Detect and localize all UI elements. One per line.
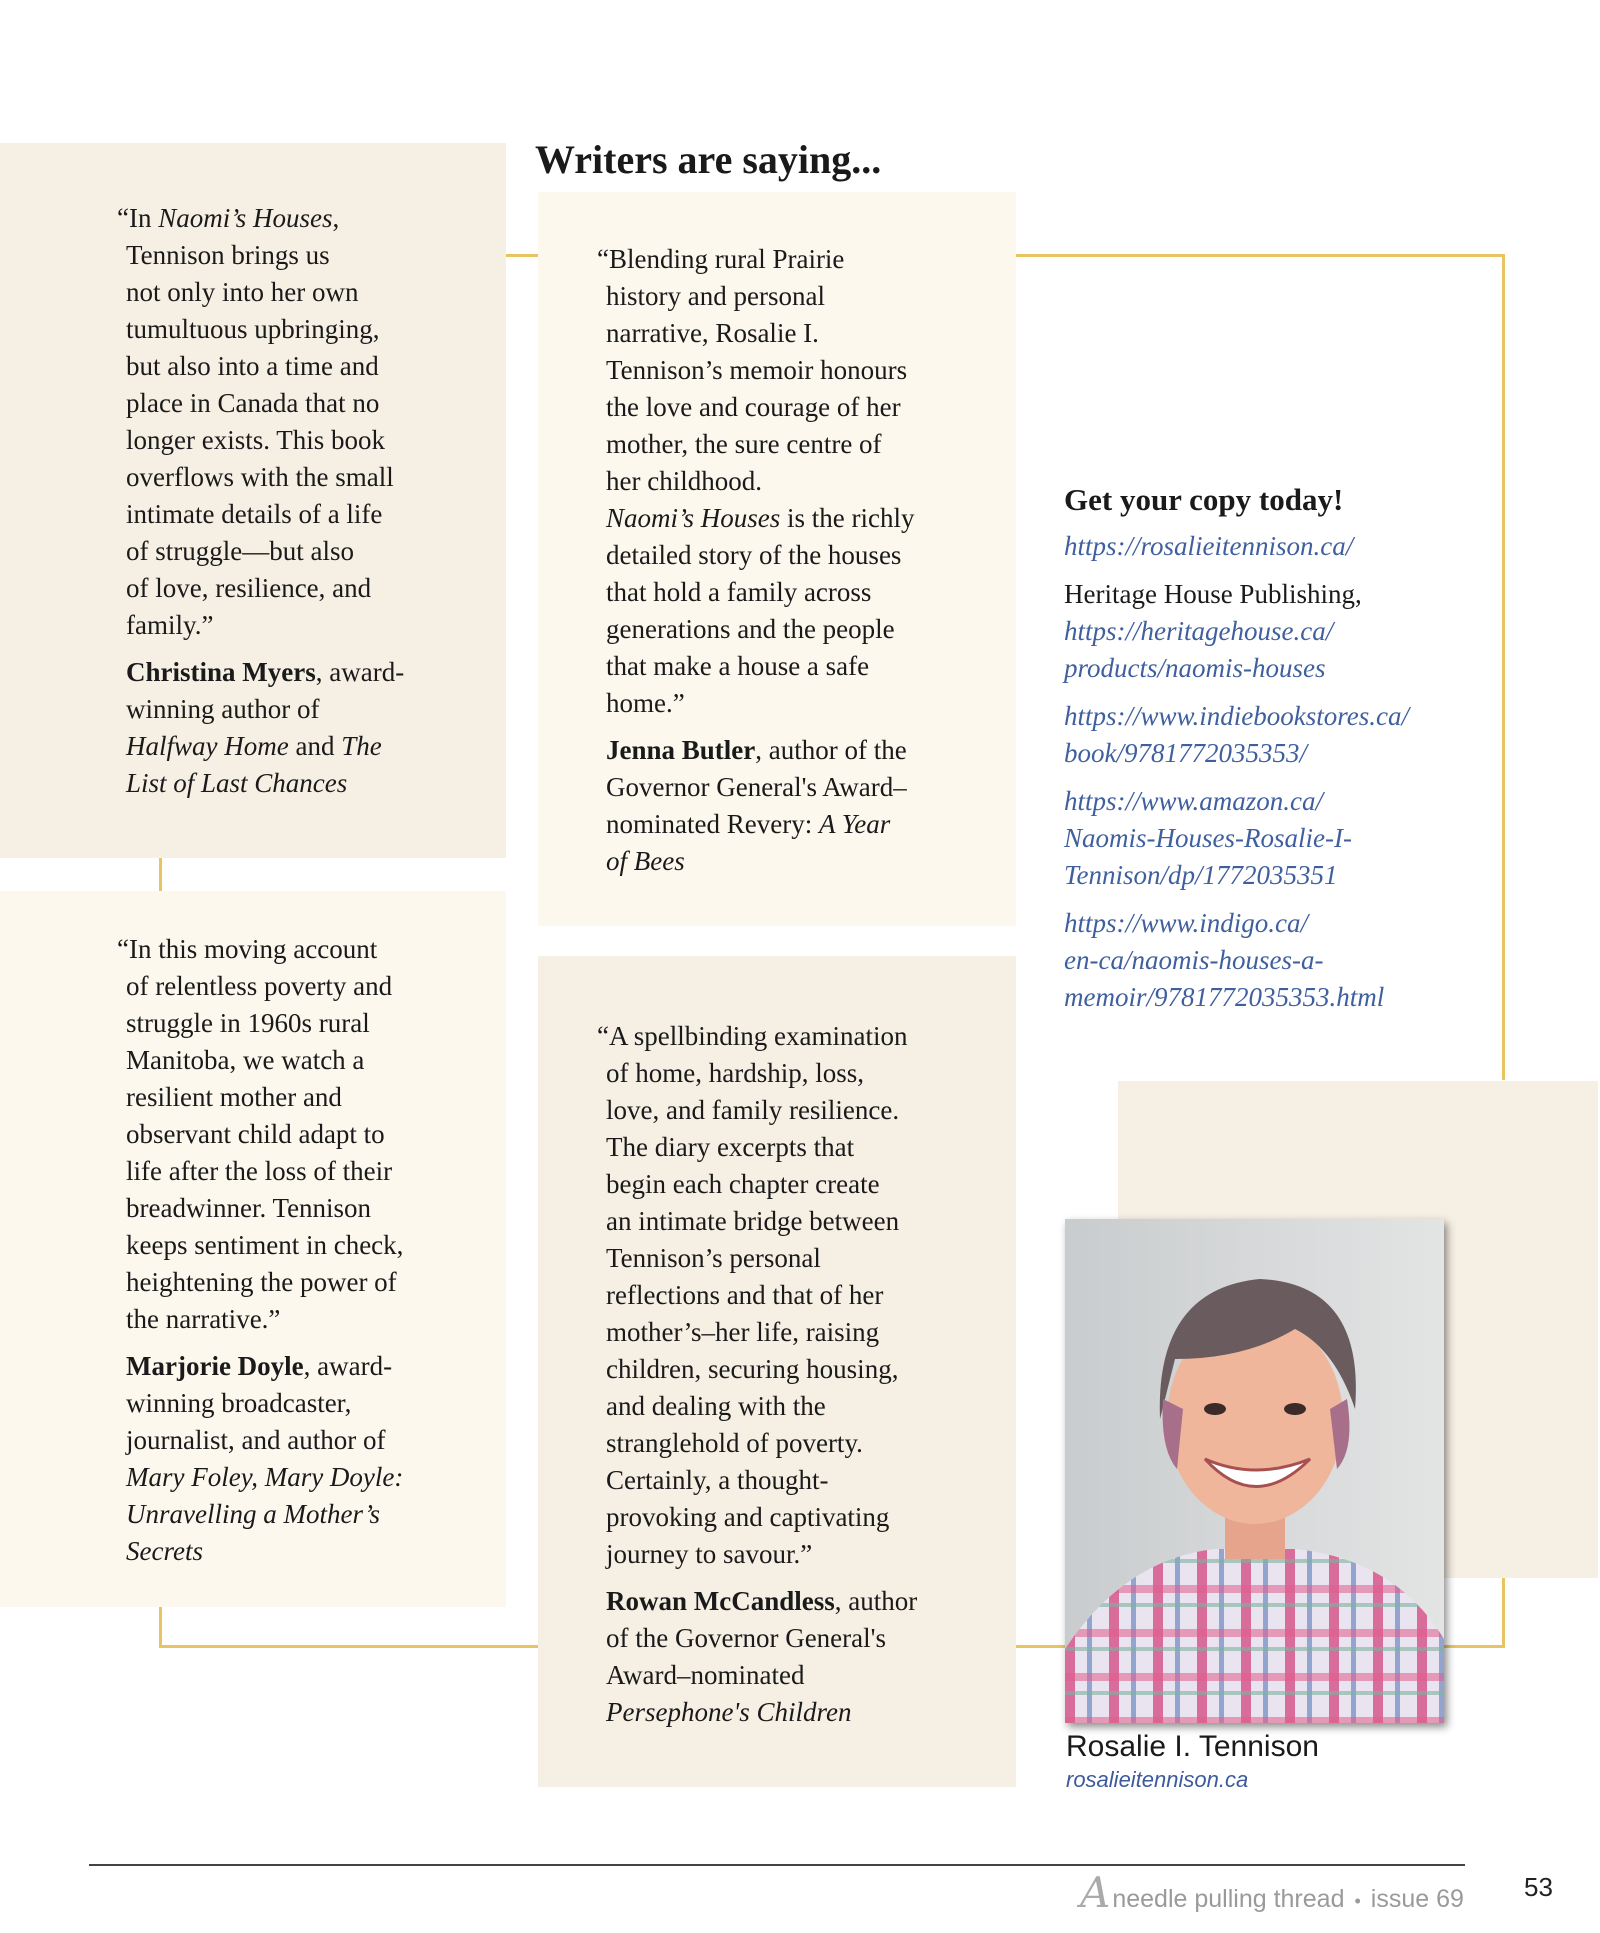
- text-line: generations and the people: [606, 614, 895, 644]
- issue-number: issue 69: [1370, 1885, 1464, 1913]
- heritage-house-link[interactable]: [1064, 613, 1409, 687]
- text-line: [606, 500, 915, 537]
- attribution: [606, 732, 915, 880]
- testimonial-christina-myers: [117, 200, 405, 802]
- text-line: winning broadcaster,: [126, 1388, 352, 1418]
- text-segment: , award-: [315, 657, 405, 687]
- publication-logo-letter: A: [1080, 1868, 1111, 1917]
- link-line[interactable]: book/9781772035353/: [1064, 738, 1307, 768]
- title-text: of Bees: [606, 846, 685, 876]
- testimonial-rowan-mccandless: [597, 1018, 918, 1731]
- text-line: and dealing with the: [606, 1391, 826, 1421]
- order-section: [1064, 480, 1409, 1027]
- text-line: provoking and captivating: [606, 1502, 890, 1532]
- text-line: The diary excerpts that: [606, 1132, 855, 1162]
- testimonial-marjorie-doyle: [117, 931, 404, 1570]
- text-line: “Blending rural Prairie: [597, 244, 845, 274]
- text-line: her childhood.: [606, 466, 762, 496]
- text-line: of the Governor General's: [606, 1623, 887, 1653]
- attribution: [126, 654, 404, 802]
- author-name: Christina Myers: [126, 657, 316, 687]
- connector-line: [159, 1607, 162, 1648]
- text-line: [126, 654, 404, 691]
- connector-line: [506, 254, 538, 257]
- text-line: Award–nominated: [606, 1660, 805, 1690]
- indigo-link[interactable]: [1064, 905, 1409, 1016]
- quote: [597, 241, 915, 722]
- text-line: [126, 765, 404, 802]
- title-text: Naomi’s Houses: [606, 503, 781, 533]
- text-line: Manitoba, we watch a: [126, 1045, 365, 1075]
- text-line: keeps sentiment in check,: [126, 1230, 404, 1260]
- text-line: home.”: [606, 688, 685, 718]
- title-text: The: [341, 731, 382, 761]
- connector-line: [159, 858, 162, 891]
- title-text: Persephone's Children: [606, 1697, 852, 1727]
- text-line: that make a house a safe: [606, 651, 870, 681]
- text-line: love, and family resilience.: [606, 1095, 900, 1125]
- text-line: [606, 1694, 917, 1731]
- text-segment: “In: [117, 203, 159, 233]
- title-text: Mary Foley, Mary Doyle:: [126, 1462, 404, 1492]
- link-line[interactable]: memoir/9781772035353.html: [1064, 982, 1385, 1012]
- text-segment: , author of the: [755, 735, 907, 765]
- text-line: not only into her own: [126, 277, 359, 307]
- connector-line: [1502, 254, 1505, 1080]
- text-line: journalist, and author of: [126, 1425, 386, 1455]
- separator: •: [1354, 1891, 1361, 1911]
- text-segment: ,: [332, 203, 340, 233]
- text-line: intimate details of a life: [126, 499, 383, 529]
- title-text: A Year: [818, 809, 891, 839]
- text-line: of home, hardship, loss,: [606, 1058, 864, 1088]
- text-line: life after the loss of their: [126, 1156, 393, 1186]
- attribution: [606, 1583, 917, 1731]
- quote: [117, 200, 404, 644]
- text-line: Governor General's Award–: [606, 772, 907, 802]
- link-line[interactable]: en-ca/naomis-houses-a-: [1064, 945, 1324, 975]
- testimonial-jenna-butler: [597, 241, 915, 880]
- text-line: narrative, Rosalie I.: [606, 318, 819, 348]
- text-line: [606, 732, 915, 769]
- text-line: winning author of: [126, 694, 320, 724]
- text-line: [606, 843, 915, 880]
- title-text: Halfway Home: [126, 731, 289, 761]
- connector-line: [1502, 1578, 1505, 1648]
- quote: [597, 1018, 917, 1573]
- text-segment: is the richly: [780, 503, 915, 533]
- text-line: of love, resilience, and: [126, 573, 372, 603]
- text-line: the love and courage of her: [606, 392, 901, 422]
- text-segment: , author: [834, 1586, 918, 1616]
- order-heading: Get your copy today!: [1064, 482, 1344, 517]
- attribution: [126, 1348, 403, 1570]
- quote: [117, 931, 404, 1338]
- amazon-link[interactable]: [1064, 783, 1409, 894]
- text-line: [606, 1583, 917, 1620]
- text-segment: nominated Revery:: [606, 809, 819, 839]
- text-line: an intimate bridge between: [606, 1206, 900, 1236]
- text-line: of struggle––but also: [126, 536, 354, 566]
- text-line: breadwinner. Tennison: [126, 1193, 372, 1223]
- author-website[interactable]: rosalieitennison.ca: [1066, 1767, 1249, 1792]
- footer-divider: [89, 1864, 1465, 1866]
- indiebookstores-link[interactable]: [1064, 698, 1409, 772]
- text-line: [126, 1459, 403, 1496]
- connector-line: [1444, 1645, 1505, 1648]
- text-line: resilient mother and: [126, 1082, 342, 1112]
- text-line: journey to savour.”: [606, 1539, 813, 1569]
- text-line: heightening the power of: [126, 1267, 397, 1297]
- author-name: Jenna Butler: [606, 735, 756, 765]
- text-line: “In this moving account: [117, 934, 378, 964]
- link-line[interactable]: Tennison/dp/1772035351: [1064, 860, 1338, 890]
- text-line: Tennison’s memoir honours: [606, 355, 908, 385]
- text-line: family.”: [126, 610, 214, 640]
- author-website-link[interactable]: https://rosalieitennison.ca/: [1064, 531, 1354, 561]
- text-line: [126, 728, 404, 765]
- title-text: List of Last Chances: [126, 768, 348, 798]
- author-photo: [1065, 1219, 1444, 1723]
- text-line: place in Canada that no: [126, 388, 380, 418]
- text-line: [126, 1348, 403, 1385]
- text-line: tumultuous upbringing,: [126, 314, 380, 344]
- text-line: detailed story of the houses: [606, 540, 902, 570]
- text-segment: , award-: [303, 1351, 393, 1381]
- text-line: mother, the sure centre of: [606, 429, 882, 459]
- publication-name: needle pulling thread: [1112, 1885, 1345, 1913]
- author-name: Rosalie I. Tennison: [1066, 1730, 1319, 1763]
- text-line: struggle in 1960s rural: [126, 1008, 370, 1038]
- text-line: [126, 1496, 403, 1533]
- link-line[interactable]: https://www.amazon.ca/: [1064, 786, 1324, 816]
- text-line: but also into a time and: [126, 351, 379, 381]
- title-text: Unravelling a Mother’s: [126, 1499, 380, 1529]
- text-line: stranglehold of poverty.: [606, 1428, 863, 1458]
- publisher-label: Heritage House Publishing,: [1064, 579, 1362, 609]
- link-line[interactable]: products/naomis-houses: [1064, 653, 1326, 683]
- text-line: children, securing housing,: [606, 1354, 899, 1384]
- text-line: Tennison brings us: [126, 240, 330, 270]
- author-name: Marjorie Doyle: [126, 1351, 304, 1381]
- text-line: Tennison’s personal: [606, 1243, 821, 1273]
- text-line: [606, 806, 915, 843]
- text-line: [126, 1533, 403, 1570]
- text-line: reflections and that of her: [606, 1280, 884, 1310]
- page-number: 53: [1524, 1872, 1553, 1902]
- text-line: the narrative.”: [126, 1304, 281, 1334]
- text-line: overflows with the small: [126, 462, 394, 492]
- link-line[interactable]: Naomis-Houses-Rosalie-I-: [1064, 823, 1352, 853]
- text-line: Certainly, a thought-: [606, 1465, 829, 1495]
- text-line: observant child adapt to: [126, 1119, 385, 1149]
- link-line[interactable]: https://www.indiebookstores.ca/: [1064, 701, 1409, 731]
- footer: [1080, 1868, 1464, 1917]
- link-line[interactable]: https://www.indigo.ca/: [1064, 908, 1309, 938]
- text-line: of relentless poverty and: [126, 971, 393, 1001]
- connector-line: [159, 1645, 538, 1648]
- page-title: Writers are saying...: [535, 137, 882, 182]
- text-line: [117, 200, 404, 237]
- title-text: Secrets: [126, 1536, 203, 1566]
- connector-line: [1016, 254, 1505, 257]
- text-segment: and: [288, 731, 342, 761]
- text-line: history and personal: [606, 281, 825, 311]
- text-line: “A spellbinding examination: [597, 1021, 908, 1051]
- title-text: Naomi’s Houses: [158, 203, 333, 233]
- text-line: longer exists. This book: [126, 425, 385, 455]
- text-line: mother’s–her life, raising: [606, 1317, 880, 1347]
- text-line: begin each chapter create: [606, 1169, 880, 1199]
- author-name: Rowan McCandless: [606, 1586, 835, 1616]
- link-line[interactable]: https://heritagehouse.ca/: [1064, 616, 1334, 646]
- connector-line: [1016, 1645, 1065, 1648]
- text-line: that hold a family across: [606, 577, 872, 607]
